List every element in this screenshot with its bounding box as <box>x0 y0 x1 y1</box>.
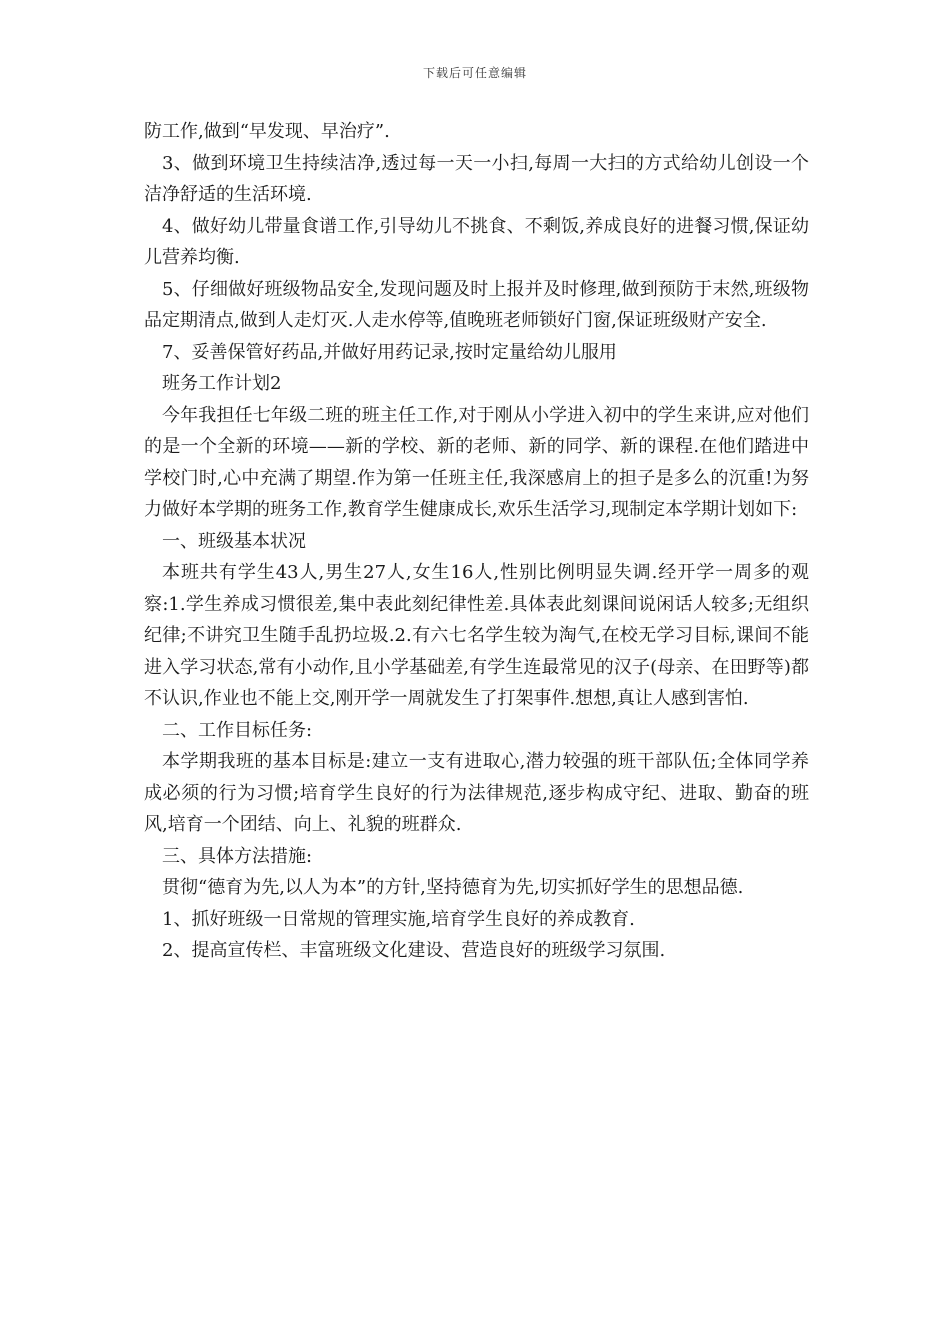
paragraph: 3、做到环境卫生持续洁净,透过每一天一小扫,每周一大扫的方式给幼儿创设一个洁净舒适的生活环境. <box>144 152 809 205</box>
paragraph: 2、提高宣传栏、丰富班级文化建设、营造良好的班级学习氛围. <box>162 940 666 961</box>
page-header: 下载后可任意编辑 <box>422 66 527 80</box>
paragraph: 1、抓好班级一日常规的管理实施,培育学生良好的养成教育. <box>162 908 635 930</box>
document-body <box>144 116 809 967</box>
paragraph: 防工作,做到“早发现、早治疗”. <box>144 121 390 142</box>
section-heading: 二、工作目标任务: <box>162 719 313 741</box>
section-heading: 三、具体方法措施: <box>162 845 313 867</box>
paragraph: 贯彻“德育为先,以人为本”的方针,坚持德育为先,切实抓好学生的思想品德. <box>162 877 744 898</box>
paragraph: 今年我担任七年级二班的班主任工作,对于刚从小学进入初中的学生来讲,应对他们的是一个全新的环境——新的学校、新的老师、新的同学、新的课程.在他们踏进中学校门时,心中充满了期望.作为第一任班主任,我深感肩上的担子是多么的沉重!为努力做好本学期的班务工作,教育学生健康成长,欢乐生活学习,现制定本学期计划如下: <box>144 404 809 520</box>
paragraph: 4、做好幼儿带量食谱工作,引导幼儿不挑食、不剩饭,养成良好的进餐习惯,保证幼儿营养均衡. <box>144 215 809 268</box>
paragraph: 7、妥善保管好药品,并做好用药记录,按时定量给幼儿服用 <box>162 341 617 363</box>
section-heading: 一、班级基本状况 <box>162 530 306 552</box>
paragraph: 本学期我班的基本目标是:建立一支有进取心,潜力较强的班干部队伍;全体同学养成必须的行为习惯;培育学生良好的行为法律规范,逐步构成守纪、进取、勤奋的班风,培育一个团结、向上、礼貌的班群众. <box>144 751 809 835</box>
paragraph: 本班共有学生43人,男生27人,女生16人,性别比例明显失调.经开学一周多的观察:1.学生养成习惯很差,集中表此刻纪律性差.具体表此刻课间说闲话人较多;无组织纪律;不讲究卫生随手乱扔垃圾.2.有六七名学生较为淘气,在校无学习目标,课间不能进入学习状态,常有小动作,且小学基础差,有学生连最常见的汉子(母亲、在田野等)都不认识,作业也不能上交,刚开学一周就发生了打架事件.想想,真让人感到害怕. <box>144 562 809 709</box>
paragraph: 5、仔细做好班级物品安全,发现问题及时上报并及时修理,做到预防于末然,班级物品定期清点,做到人走灯灭.人走水停等,值晚班老师锁好门窗,保证班级财产安全. <box>144 278 809 331</box>
section-title: 班务工作计划2 <box>162 373 282 394</box>
